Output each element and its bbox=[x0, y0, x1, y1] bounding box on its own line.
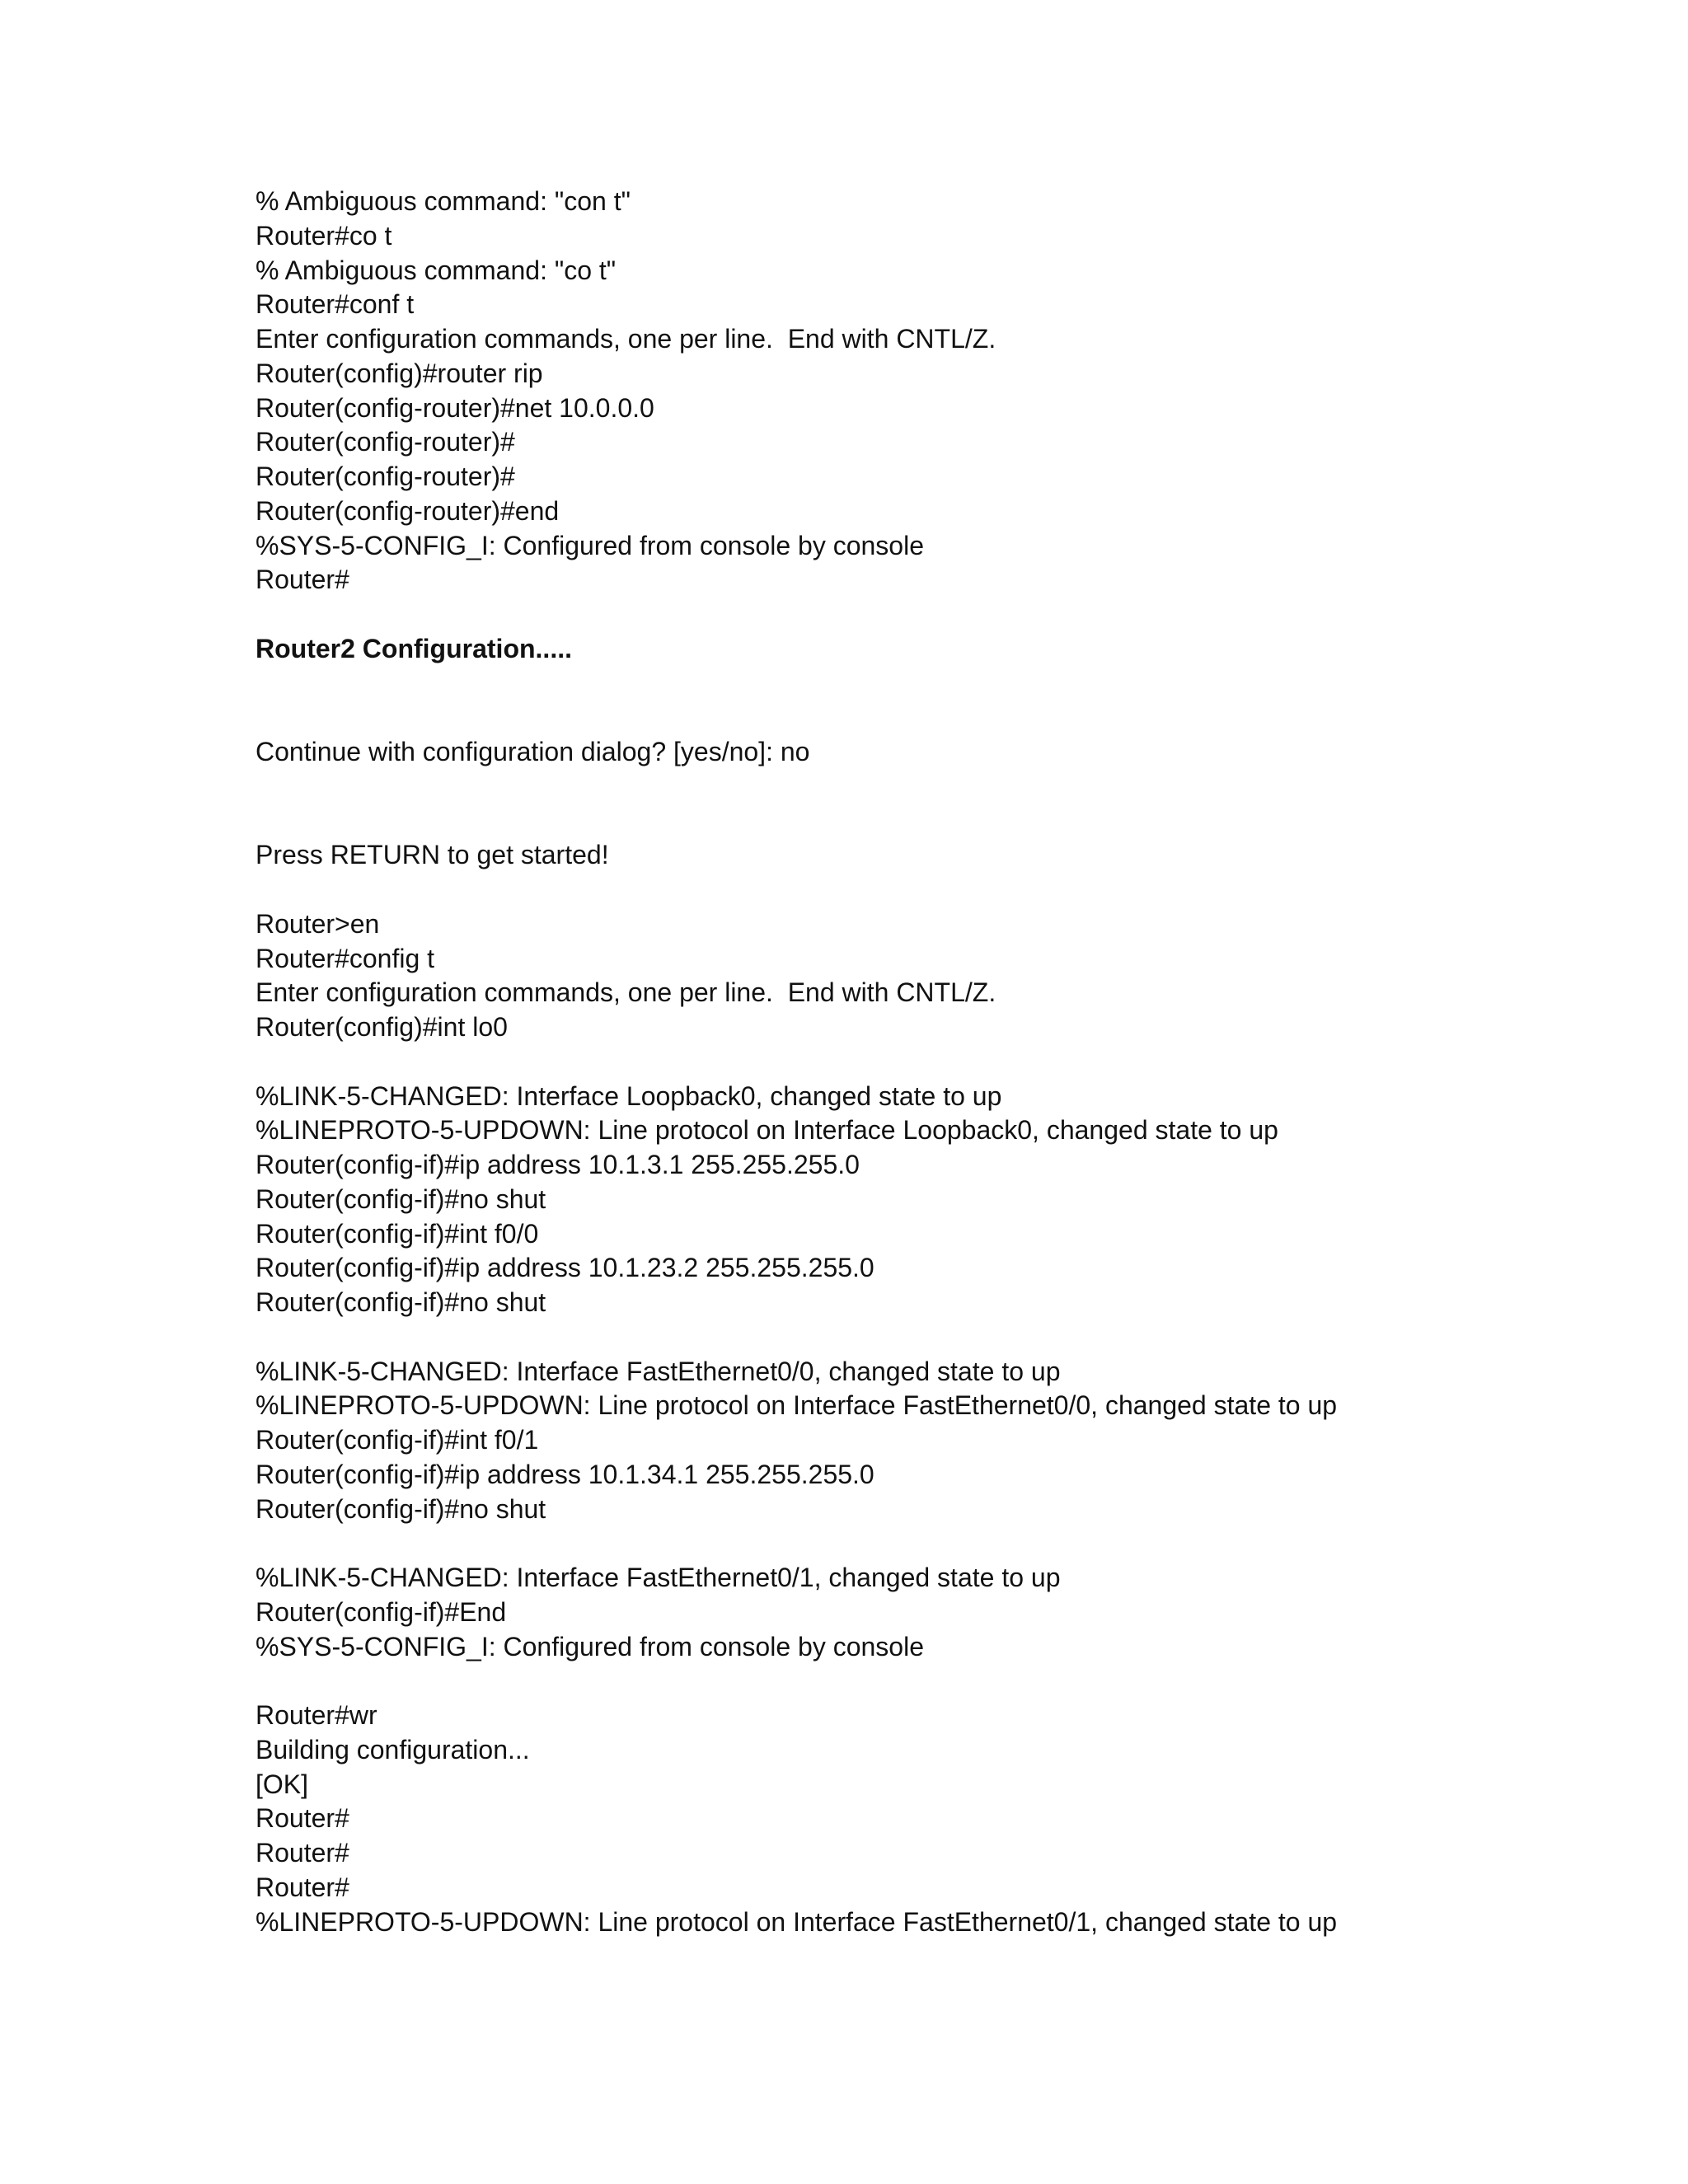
document-page bbox=[256, 185, 1657, 1939]
text-line: Router# bbox=[256, 1872, 349, 1902]
text-line: Router#config t bbox=[256, 943, 435, 973]
text-line: Router#wr bbox=[256, 1700, 377, 1730]
blank-line bbox=[256, 1045, 1657, 1080]
text-line: Router(config)#router rip bbox=[256, 358, 543, 388]
text-line: Enter configuration commands, one per line. End with CNTL/Z. bbox=[256, 977, 996, 1008]
text-line: Router(config-if)#no shut bbox=[256, 1493, 546, 1524]
text-line: Enter configuration commands, one per line. End with CNTL/Z. bbox=[256, 324, 996, 354]
blank-line bbox=[256, 667, 1657, 701]
text-line: Router(config-router)#net 10.0.0.0 bbox=[256, 392, 654, 423]
text-line: Router(config-if)#ip address 10.1.34.1 255.255.255.0 bbox=[256, 1459, 874, 1489]
text-line: Router(config-router)#end bbox=[256, 495, 560, 526]
blank-line bbox=[256, 1664, 1657, 1699]
text-line: Router# bbox=[256, 565, 349, 595]
blank-line bbox=[256, 770, 1657, 804]
blank-line bbox=[256, 598, 1657, 632]
text-line: %LINK-5-CHANGED: Interface FastEthernet0/0, changed state to up bbox=[256, 1356, 1061, 1386]
blank-line bbox=[256, 1526, 1657, 1561]
text-line: %LINK-5-CHANGED: Interface Loopback0, changed state to up bbox=[256, 1080, 1002, 1111]
blank-line bbox=[256, 701, 1657, 735]
text-line: Router#conf t bbox=[256, 289, 415, 320]
text-line: Press RETURN to get started! bbox=[256, 840, 609, 870]
blank-line bbox=[256, 804, 1657, 839]
text-line: Router(config-if)#ip address 10.1.23.2 255.255.255.0 bbox=[256, 1253, 874, 1283]
text-line: Router(config-if)#no shut bbox=[256, 1287, 546, 1317]
text-line: Router#co t bbox=[256, 220, 392, 251]
text-line: Router(config-if)#int f0/1 bbox=[256, 1425, 539, 1455]
text-line: Router(config-if)#no shut bbox=[256, 1183, 546, 1214]
text-line: % Ambiguous command: "co t" bbox=[256, 255, 617, 285]
text-line: Router(config-if)#int f0/0 bbox=[256, 1218, 539, 1249]
text-line: Router(config-router)# bbox=[256, 462, 515, 491]
text-line: %LINEPROTO-5-UPDOWN: Line protocol on Interface FastEthernet0/0, changed state to up bbox=[256, 1390, 1338, 1421]
text-line: % Ambiguous command: "con t" bbox=[256, 186, 631, 216]
text-line: Router(config-router)# bbox=[256, 427, 515, 457]
text-line: Continue with configuration dialog? [yes/no]: no bbox=[256, 737, 810, 766]
text-line: %SYS-5-CONFIG_I: Configured from console by console bbox=[256, 1631, 924, 1661]
blank-line bbox=[256, 1320, 1657, 1355]
text-line: Router(config-if)#End bbox=[256, 1596, 507, 1627]
text-line: [OK] bbox=[256, 1769, 309, 1799]
text-line: %LINK-5-CHANGED: Interface FastEthernet0/1, changed state to up bbox=[256, 1563, 1061, 1592]
section-heading: Router2 Configuration..... bbox=[256, 633, 572, 663]
text-line: %LINEPROTO-5-UPDOWN: Line protocol on Interface FastEthernet0/1, changed state to up bbox=[256, 1906, 1338, 1937]
blank-line bbox=[256, 873, 1657, 907]
text-line: Router(config-if)#ip address 10.1.3.1 255.255.255.0 bbox=[256, 1150, 860, 1179]
text-line: Router(config)#int lo0 bbox=[256, 1012, 508, 1042]
text-line: Router# bbox=[256, 1838, 349, 1868]
text-line: %LINEPROTO-5-UPDOWN: Line protocol on Interface Loopback0, changed state to up bbox=[256, 1115, 1278, 1146]
text-line: Building configuration... bbox=[256, 1734, 530, 1765]
text-line: Router# bbox=[256, 1803, 349, 1834]
text-line: %SYS-5-CONFIG_I: Configured from console by console bbox=[256, 530, 924, 560]
text-line: Router>en bbox=[256, 908, 380, 939]
